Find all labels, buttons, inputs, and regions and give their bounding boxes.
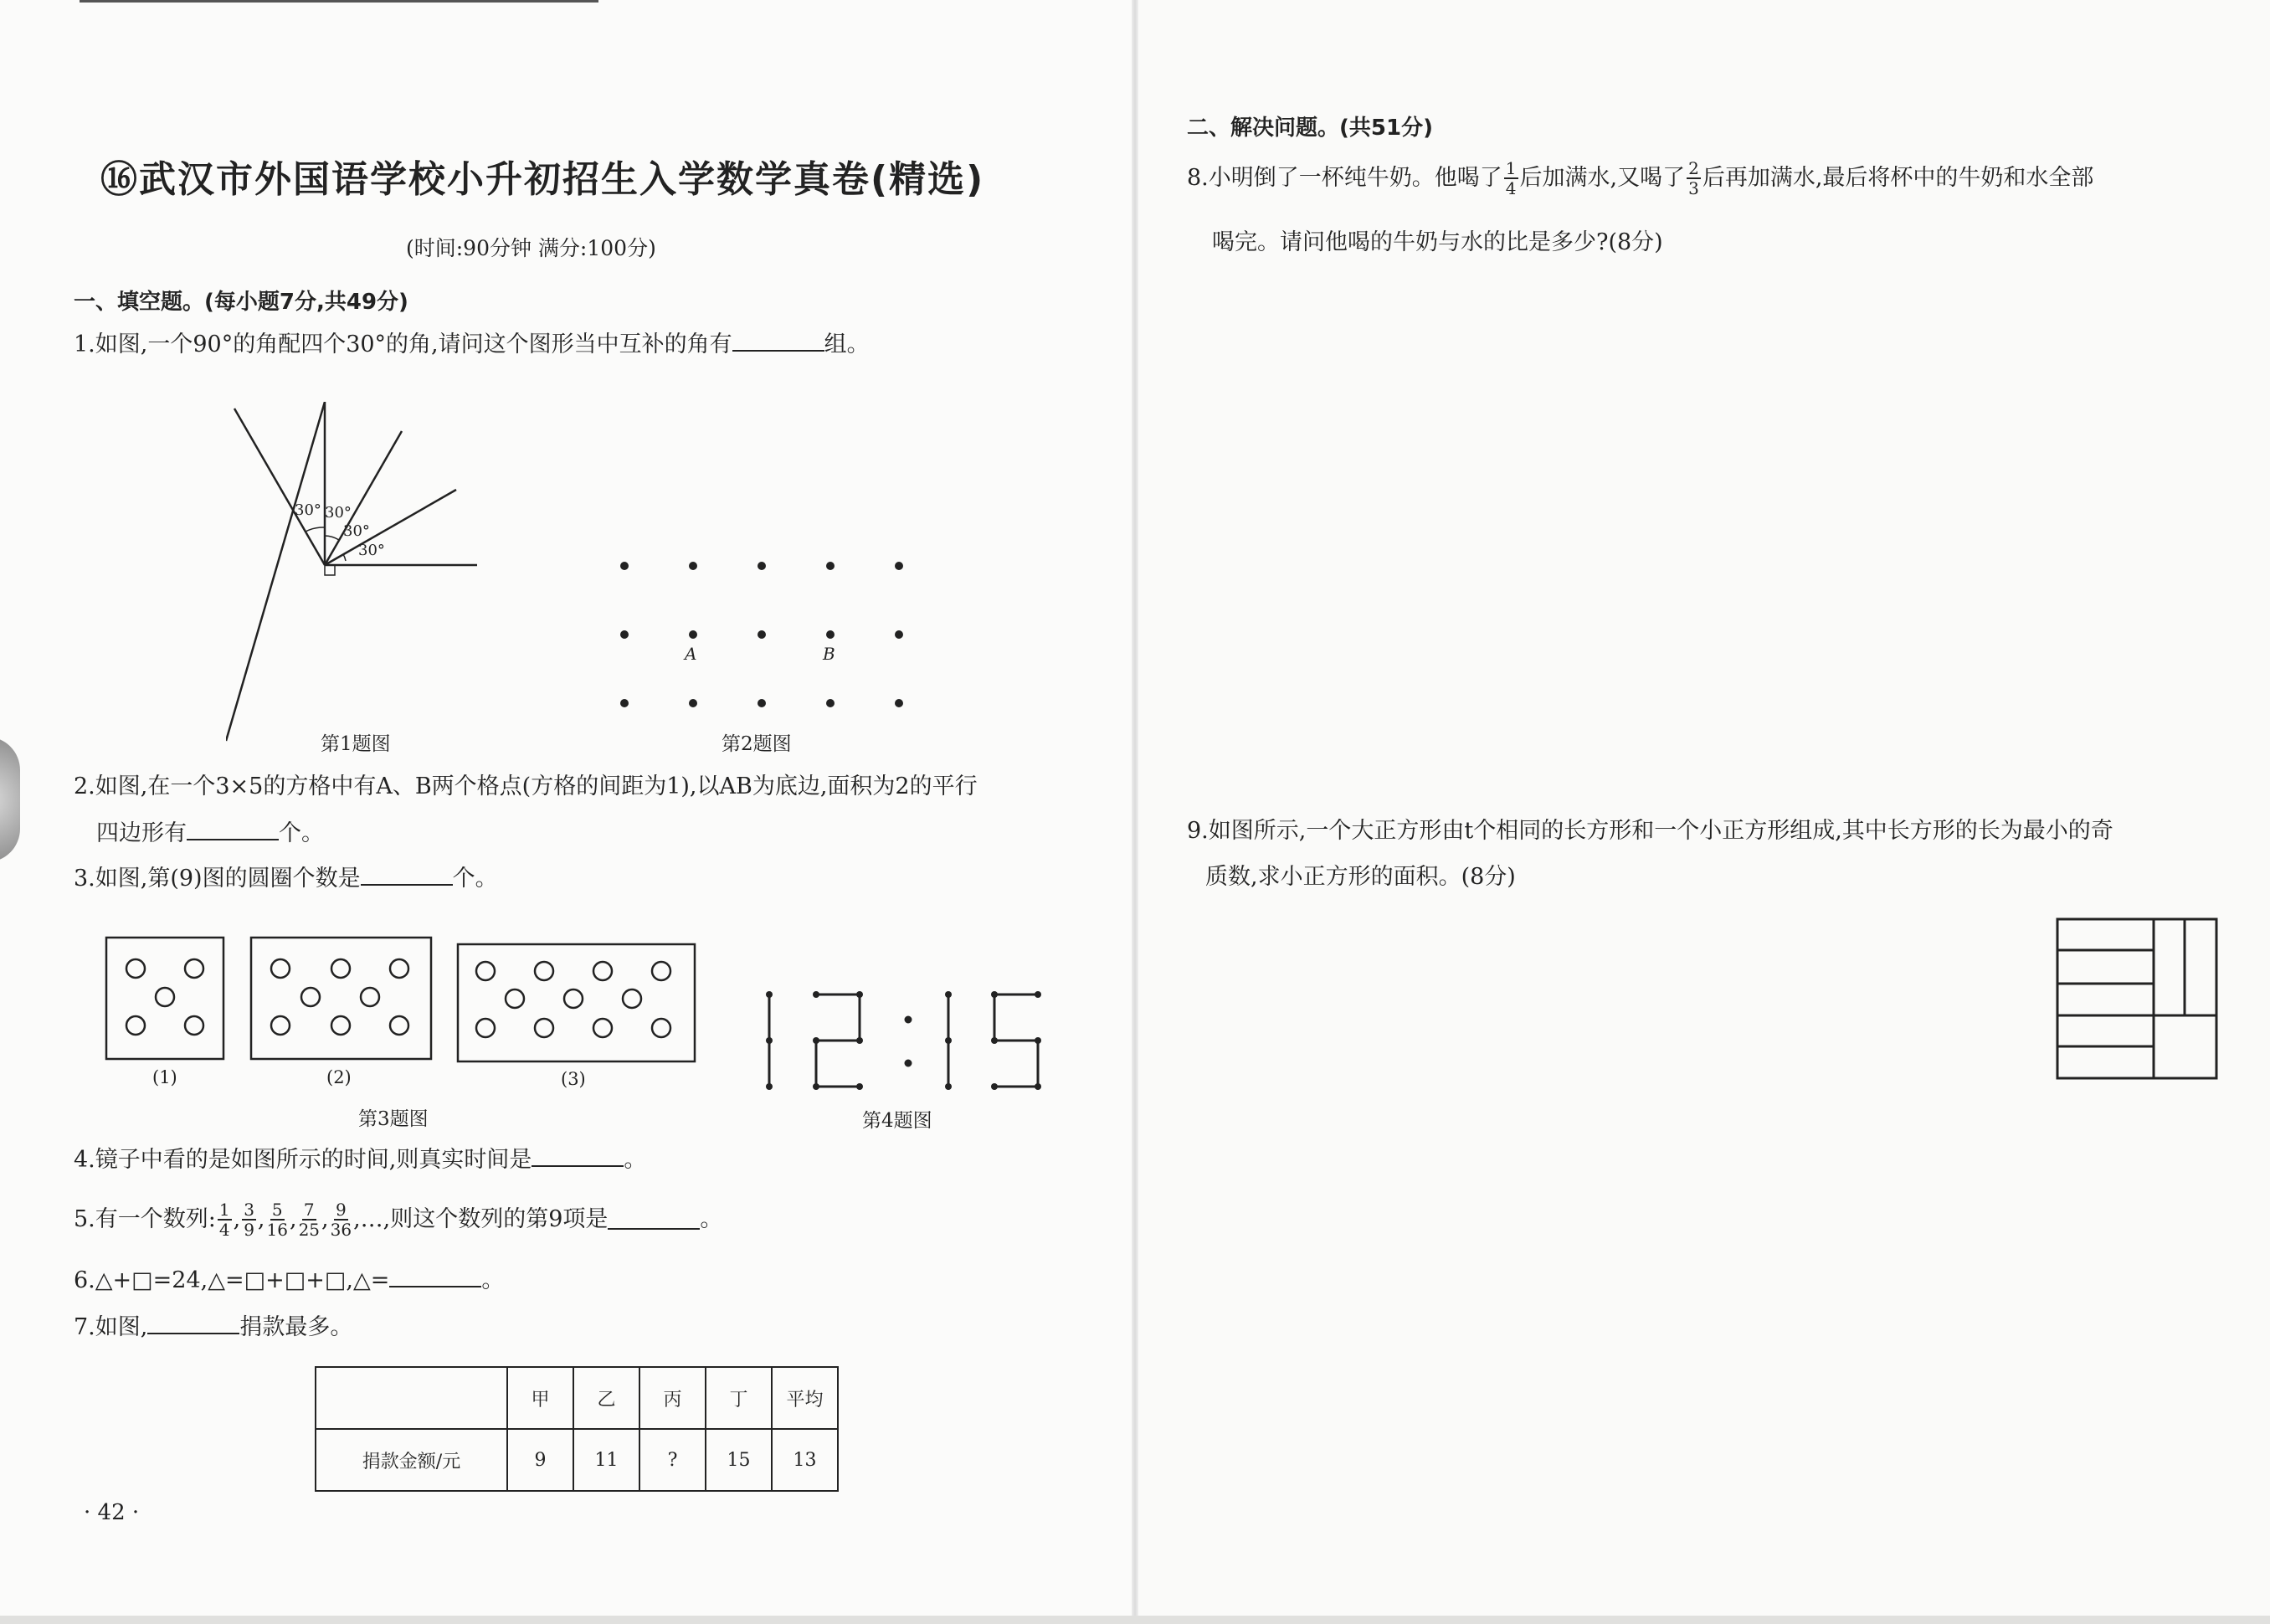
big-square xyxy=(2057,919,2216,1078)
pattern-circle xyxy=(652,1019,670,1037)
grid-dot xyxy=(689,630,697,639)
exam-subtitle: (时间:90分钟 满分:100分) xyxy=(406,236,656,260)
question-9-line1: 9.如图所示,一个大正方形由t个相同的长方形和一个小正方形组成,其中长方形的长为最小的奇 xyxy=(1187,818,2113,844)
grid-dot xyxy=(826,562,835,570)
grid-dot xyxy=(895,630,903,639)
question-4-end: 。 xyxy=(624,1147,647,1173)
matchstick-joint xyxy=(991,1083,998,1090)
matchstick-joint xyxy=(1035,1037,1041,1044)
question-3-end: 个。 xyxy=(452,866,498,892)
grid-dot xyxy=(895,562,903,570)
question-5-continuation: ,…,则这个数列的第9项是 xyxy=(353,1206,609,1232)
figure-q3-circle-patterns xyxy=(100,936,703,1103)
question-7 xyxy=(74,1313,352,1343)
table-header-cell: 丁 xyxy=(706,1367,772,1429)
point-b-label: B xyxy=(823,644,835,664)
pattern-circle xyxy=(623,989,641,1008)
table-cell: 15 xyxy=(706,1429,772,1491)
grid-dot xyxy=(758,562,766,570)
angle-arc-1 xyxy=(306,527,325,532)
question-8-line1 xyxy=(1187,159,2093,198)
section-fill-in-title: 一、填空题。(每小题7分,共49分) xyxy=(74,290,408,315)
pattern-label-2: (2) xyxy=(326,1067,352,1087)
caption-q2: 第2题图 xyxy=(722,733,792,755)
table-header-row xyxy=(316,1367,838,1429)
bottom-page-edge xyxy=(0,1616,2270,1624)
matchstick-joint xyxy=(991,991,998,998)
angle-label-1: 30° xyxy=(295,501,321,519)
angle-arc-2 xyxy=(325,536,339,540)
grid-dot xyxy=(620,562,629,570)
grid-dot xyxy=(895,699,903,707)
question-7-text: 7.如图, xyxy=(74,1314,148,1340)
angle-label-4: 30° xyxy=(358,542,385,559)
figure-q4-mirrored-clock xyxy=(758,988,1059,1097)
caption-q4: 第4题图 xyxy=(862,1110,932,1132)
table-header-cell: 平均 xyxy=(772,1367,838,1429)
sequence-term-2: $\frac{3}{9}$ xyxy=(244,1200,254,1240)
grid-dot xyxy=(620,699,629,707)
pattern-circle xyxy=(476,962,495,980)
figure-q2-dot-grid xyxy=(611,552,921,720)
matchstick-joint xyxy=(766,991,773,998)
pattern-circle xyxy=(390,959,408,978)
figure-q1-angles xyxy=(226,402,502,753)
pattern-circle xyxy=(535,962,553,980)
pattern-circle xyxy=(535,1019,553,1037)
pattern-circle xyxy=(156,988,174,1006)
matchstick-joint xyxy=(945,1083,952,1090)
question-5-end: 。 xyxy=(700,1206,723,1232)
table-header-cell: 甲 xyxy=(507,1367,573,1429)
clock-colon-top xyxy=(906,1017,911,1022)
table-cell: 13 xyxy=(772,1429,838,1491)
table-cell: ? xyxy=(639,1429,706,1491)
matchstick-joint xyxy=(856,991,863,998)
pattern-box-1 xyxy=(106,938,223,1059)
caption-q3: 第3题图 xyxy=(358,1108,429,1130)
question-4-answer-blank[interactable] xyxy=(532,1147,624,1167)
question-4-text: 4.镜子中看的是如图所示的时间,则真实时间是 xyxy=(74,1147,532,1173)
section-problems-title: 二、解决问题。(共51分) xyxy=(1187,116,1433,141)
question-6-answer-blank[interactable] xyxy=(389,1267,481,1287)
question-2-line2 xyxy=(96,819,324,849)
question-3 xyxy=(74,864,498,894)
table-header-cell xyxy=(316,1367,507,1429)
matchstick-joint xyxy=(766,1037,773,1044)
pattern-circle xyxy=(652,962,670,980)
matchstick-joint xyxy=(856,1083,863,1090)
question-7-answer-blank[interactable] xyxy=(147,1314,239,1334)
donation-table xyxy=(315,1366,839,1492)
fraction-one-quarter: $\frac{1}{4}$ xyxy=(1505,158,1517,198)
pattern-circle xyxy=(506,989,524,1008)
digit-4-segments xyxy=(994,994,1038,1087)
question-6-end: 。 xyxy=(481,1267,505,1293)
question-9-line2: 质数,求小正方形的面积。(8分) xyxy=(1205,864,1516,890)
question-6-text: 6.△+□=24,△=□+□+□,△= xyxy=(74,1267,390,1293)
angle-label-2: 30° xyxy=(325,504,352,522)
matchstick-joint xyxy=(1035,991,1041,998)
clock-colon-bottom xyxy=(906,1061,911,1066)
table-cell: 9 xyxy=(507,1429,573,1491)
book-spine xyxy=(1132,0,1138,1624)
pattern-circle xyxy=(476,1019,495,1037)
angle-arc-3 xyxy=(343,554,346,561)
sequence-term-5: $\frac{9}{36}$ xyxy=(330,1200,352,1240)
matchstick-joint xyxy=(945,991,952,998)
pattern-circle xyxy=(390,1016,408,1035)
question-1 xyxy=(74,330,870,360)
question-1-answer-blank[interactable] xyxy=(732,331,824,352)
question-5-text: 5.有一个数列: xyxy=(74,1206,216,1232)
matchstick-joint xyxy=(813,1083,819,1090)
question-2-end: 个。 xyxy=(279,820,324,846)
ray-60 xyxy=(234,409,325,565)
pattern-label-1: (1) xyxy=(152,1067,177,1087)
question-1-text: 1.如图,一个90°的角配四个30°的角,请问这个图形当中互补的角有 xyxy=(74,331,732,357)
question-3-text: 3.如图,第(9)图的圆圈个数是 xyxy=(74,866,361,892)
grid-dot xyxy=(758,630,766,639)
pattern-circle xyxy=(126,1016,145,1035)
pattern-circle xyxy=(271,959,290,978)
pattern-circle xyxy=(331,1016,350,1035)
exam-title: ⑯武汉市外国语学校小升初招生入学数学真卷(精选) xyxy=(100,158,985,201)
table-header-cell: 乙 xyxy=(573,1367,639,1429)
pattern-circle xyxy=(331,959,350,978)
pattern-circle xyxy=(126,959,145,978)
grid-dot xyxy=(620,630,629,639)
question-8-text: 8.小明倒了一杯纯牛奶。他喝了 xyxy=(1187,165,1502,191)
question-7-end: 捐款最多。 xyxy=(239,1314,353,1340)
point-a-label: A xyxy=(685,644,697,664)
matchstick-joint xyxy=(1035,1083,1041,1090)
pattern-circle xyxy=(185,1016,203,1035)
question-2-answer-blank[interactable] xyxy=(187,820,279,840)
sequence-term-1: $\frac{1}{4}$ xyxy=(218,1200,230,1240)
pattern-label-3: (3) xyxy=(561,1069,586,1089)
question-8-line2: 喝完。请问他喝的牛奶与水的比是多少?(8分) xyxy=(1212,229,1663,255)
question-4 xyxy=(74,1145,646,1175)
question-2-text: 四边形有 xyxy=(96,820,187,846)
pattern-circle xyxy=(185,959,203,978)
matchstick-joint xyxy=(856,1037,863,1044)
vertical-ray xyxy=(226,402,325,741)
sequence-term-3: $\frac{5}{16}$ xyxy=(266,1200,288,1240)
question-1-end: 组。 xyxy=(824,331,870,357)
pattern-circle xyxy=(564,989,583,1008)
pattern-circle xyxy=(361,988,379,1006)
matchstick-joint xyxy=(813,1037,819,1044)
grid-dot xyxy=(826,699,835,707)
sequence-term-4: $\frac{7}{25}$ xyxy=(298,1200,321,1240)
question-5-answer-blank[interactable] xyxy=(608,1210,700,1230)
grid-dot xyxy=(826,630,835,639)
table-row xyxy=(316,1429,838,1491)
table-header-cell: 丙 xyxy=(639,1367,706,1429)
grid-dot xyxy=(758,699,766,707)
grid-dot xyxy=(689,699,697,707)
question-3-answer-blank[interactable] xyxy=(361,866,453,886)
matchstick-joint xyxy=(766,1083,773,1090)
question-6 xyxy=(74,1266,504,1296)
figure-q9-square xyxy=(2055,917,2222,1084)
matchstick-joint xyxy=(945,1037,952,1044)
question-5: 5.有一个数列: $\frac{1}{4}$ , $\frac{3}{9}$ , $\frac{5}{16}$ , $\frac{7}{25}$ , $\frac{9}{36}$ ,…,则这个数列的第9项是 。 xyxy=(74,1200,723,1240)
table-cell: 11 xyxy=(573,1429,639,1491)
fraction-two-thirds: $\frac{2}{3}$ xyxy=(1688,158,1699,198)
caption-q1: 第1题图 xyxy=(321,733,391,755)
pattern-circle xyxy=(271,1016,290,1035)
angle-label-3: 30° xyxy=(343,522,370,540)
pattern-box-2 xyxy=(251,938,431,1059)
question-2-line1: 2.如图,在一个3×5的方格中有A、B两个格点(方格的间距为1),以AB为底边,面积为2的平行 xyxy=(74,773,978,799)
question-8-text-2: 后加满水,又喝了 xyxy=(1519,165,1686,191)
page-number: · 42 · xyxy=(84,1500,140,1525)
digit-2-segments xyxy=(816,994,860,1087)
grid-dot xyxy=(689,562,697,570)
top-edge-line xyxy=(80,0,598,3)
matchstick-joint xyxy=(991,1037,998,1044)
pattern-circle xyxy=(593,962,612,980)
matchstick-joint xyxy=(813,991,819,998)
pattern-circle xyxy=(301,988,320,1006)
table-row-label: 捐款金额/元 xyxy=(316,1429,507,1491)
right-angle-mark xyxy=(325,565,335,575)
question-8-text-3: 后再加满水,最后将杯中的牛奶和水全部 xyxy=(1702,165,2094,191)
pattern-circle xyxy=(593,1019,612,1037)
